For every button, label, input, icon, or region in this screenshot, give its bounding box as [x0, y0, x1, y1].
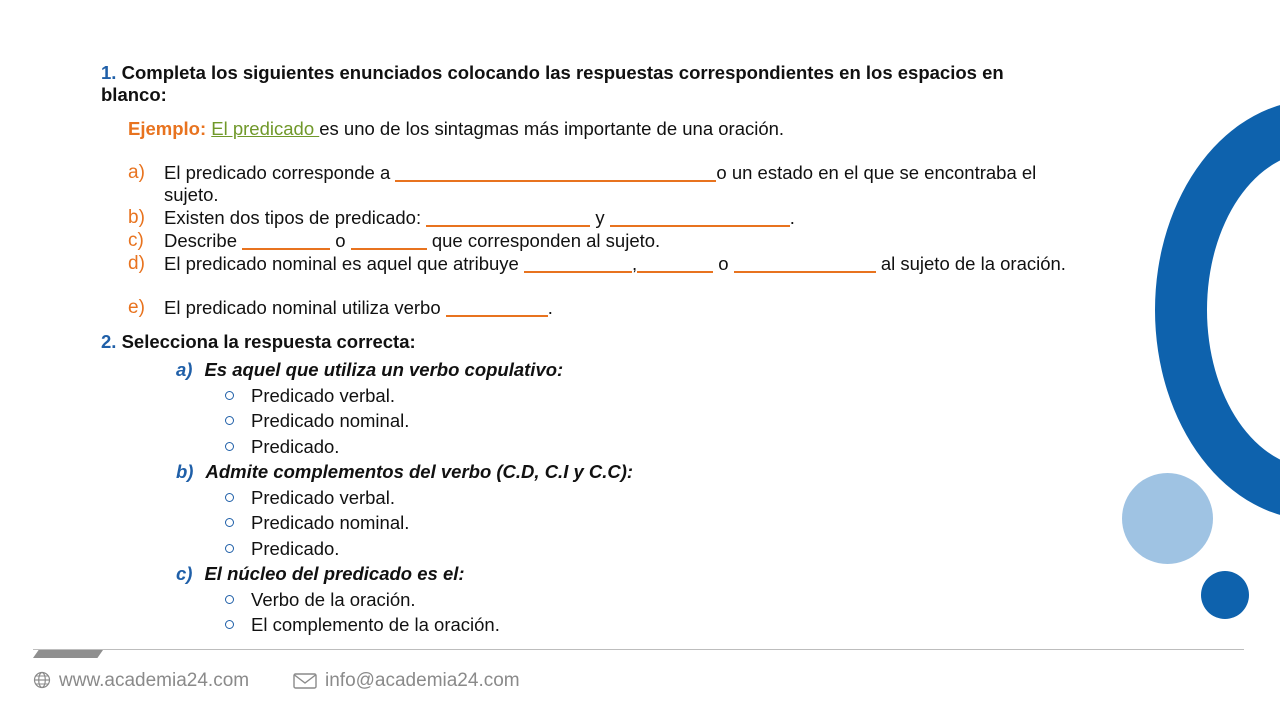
- item-letter: d): [128, 253, 145, 274]
- subquestion-colon: :: [557, 359, 564, 380]
- item-letter: c): [128, 230, 144, 251]
- example-answer: El predicado: [211, 118, 320, 139]
- item-text: que corresponden al sujeto.: [426, 230, 661, 251]
- question-1-text: Completa los siguientes enunciados colocando las respuestas correspondientes en los espacios en blanco:: [101, 62, 1004, 105]
- radio-bullet-icon[interactable]: [225, 518, 234, 527]
- answer-blank[interactable]: [610, 211, 790, 227]
- question-1-number: 1.: [101, 62, 117, 83]
- subquestion-text: El núcleo del predicado es el: [204, 563, 459, 584]
- radio-bullet-icon[interactable]: [225, 416, 234, 425]
- option-item[interactable]: [225, 385, 395, 407]
- example-line: [128, 118, 784, 140]
- radio-bullet-icon[interactable]: [225, 595, 234, 604]
- subquestion-letter: c): [176, 563, 193, 584]
- option-label: Predicado.: [251, 538, 340, 559]
- option-label: Predicado nominal.: [251, 410, 410, 431]
- item-text: El predicado nominal es aquel que atribuye: [164, 253, 524, 274]
- radio-bullet-icon[interactable]: [225, 544, 234, 553]
- answer-blank[interactable]: [426, 211, 590, 227]
- item-letter: b): [128, 207, 145, 228]
- item-text: o: [330, 230, 351, 251]
- item-text: El predicado nominal utiliza verbo: [164, 297, 446, 318]
- option-item[interactable]: [225, 589, 416, 611]
- option-item[interactable]: [225, 538, 339, 560]
- subquestion-colon: :: [626, 461, 634, 482]
- answer-blank[interactable]: [524, 257, 632, 273]
- option-label: Predicado.: [251, 436, 340, 457]
- example-label: Ejemplo:: [128, 118, 207, 139]
- answer-blank[interactable]: [637, 257, 713, 273]
- question-2-text: Selecciona la respuesta correcta:: [121, 331, 416, 352]
- example-rest: es uno de los sintagmas más importante de una oración.: [319, 118, 785, 139]
- option-label: Predicado verbal.: [251, 487, 395, 508]
- subquestion-b: [176, 461, 633, 483]
- item-text: El predicado corresponde a: [164, 162, 396, 183]
- item-letter: a): [128, 162, 145, 183]
- email-text: info@academia24.com: [325, 670, 520, 691]
- subquestion-c: [176, 563, 465, 585]
- footer-email[interactable]: [293, 670, 520, 692]
- answer-blank[interactable]: [351, 234, 427, 250]
- option-label: Verbo de la oración.: [251, 589, 416, 610]
- radio-bullet-icon[interactable]: [225, 442, 234, 451]
- footer-divider: [33, 649, 1244, 650]
- mail-icon: [293, 673, 317, 689]
- item-text: Describe: [164, 230, 243, 251]
- website-text: www.academia24.com: [59, 670, 250, 691]
- option-item[interactable]: [225, 512, 409, 534]
- radio-bullet-icon[interactable]: [225, 620, 234, 629]
- item-text: .: [789, 207, 795, 228]
- subquestion-a: [176, 359, 563, 381]
- globe-icon: [33, 671, 51, 689]
- option-label: El complemento de la oración.: [251, 614, 500, 635]
- item-text: al sujeto de la oración.: [875, 253, 1066, 274]
- item-text: o: [713, 253, 734, 274]
- footer-tab-accent: [33, 650, 103, 658]
- option-item[interactable]: [225, 410, 409, 432]
- answer-blank[interactable]: [734, 257, 876, 273]
- option-item[interactable]: [225, 614, 500, 636]
- radio-bullet-icon[interactable]: [225, 391, 234, 400]
- subquestion-letter: b): [176, 461, 194, 482]
- option-label: Predicado verbal.: [251, 385, 395, 406]
- subquestion-text: Es aquel que utiliza un verbo copulativo: [204, 359, 558, 380]
- decorative-circle-light: [1122, 473, 1213, 564]
- subquestion-text: Admite complementos del verbo (C.D, C.I y C.C): [205, 461, 627, 482]
- answer-blank[interactable]: [242, 234, 330, 250]
- item-text: Existen dos tipos de predicado:: [164, 207, 427, 228]
- option-label: Predicado nominal.: [251, 512, 410, 533]
- item-letter: e): [128, 297, 145, 318]
- footer-website[interactable]: [33, 670, 249, 692]
- question-1-title: [101, 62, 1061, 106]
- subquestion-colon: :: [458, 563, 465, 584]
- radio-bullet-icon[interactable]: [225, 493, 234, 502]
- subquestion-letter: a): [176, 359, 193, 380]
- item-text: .: [547, 297, 553, 318]
- question-2-title: [101, 331, 416, 353]
- item-text: y: [590, 207, 610, 228]
- answer-blank[interactable]: [395, 166, 716, 182]
- item-text: ,: [631, 253, 638, 274]
- answer-blank[interactable]: [446, 301, 548, 317]
- option-item[interactable]: [225, 487, 395, 509]
- option-item[interactable]: [225, 436, 339, 458]
- decorative-circle-dark: [1201, 571, 1249, 619]
- item-text: o un estado en el que se encontraba el sujeto.: [164, 162, 1037, 205]
- question-2-number: 2.: [101, 331, 117, 352]
- decorative-ring: [1155, 100, 1280, 520]
